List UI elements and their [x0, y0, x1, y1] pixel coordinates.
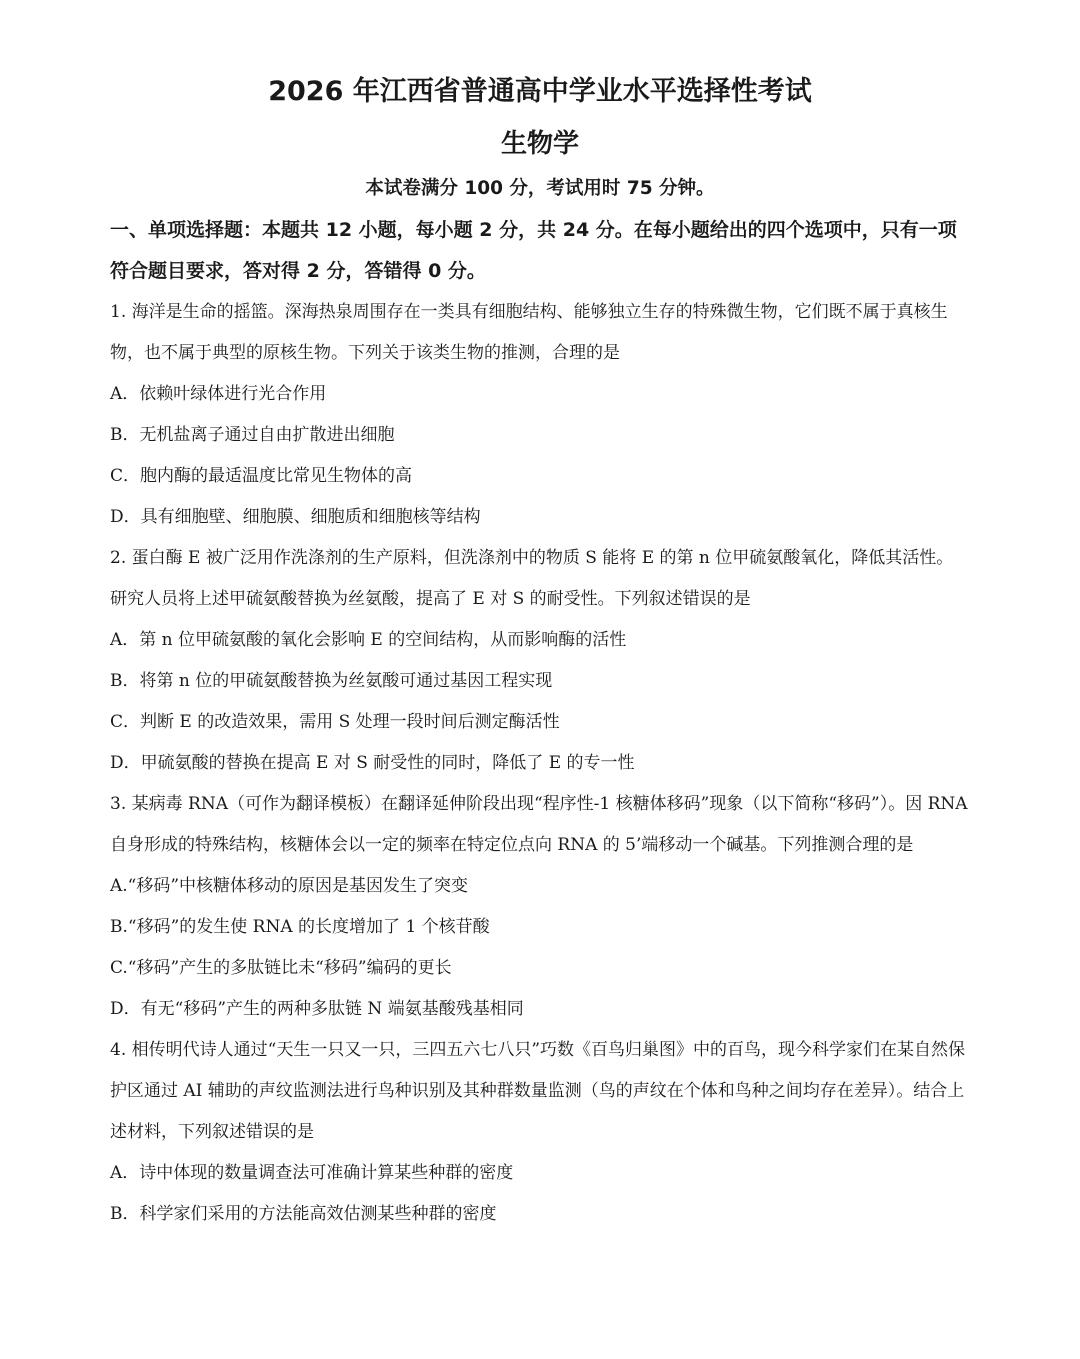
option-d: D．甲硫氨酸的替换在提高 E 对 S 耐受性的同时，降低了 E 的专一性: [110, 753, 635, 773]
exam-title: 2026 年江西省普通高中学业水平选择性考试: [268, 76, 812, 107]
option-c: C．胞内酶的最适温度比常见生物体的高: [110, 466, 413, 486]
question-4: [110, 1030, 970, 1235]
question-3: [110, 784, 970, 1030]
question-stem: 2. 蛋白酶 E 被广泛用作洗涤剂的生产原料，但洗涤剂中的物质 S 能将 E 的第 n 位甲硫氨酸氧化，降低其活性。研究人员将上述甲硫氨酸替换为丝氨酸，提高了 E 对 S 的耐受性。下列叙述错误的是: [110, 548, 954, 609]
option-b: B．无机盐离子通过自由扩散进出细胞: [110, 425, 395, 445]
section-heading: 一、单项选择题：本题共 12 小题，每小题 2 分，共 24 分。在每小题给出的四个选项中，只有一项符合题目要求，答对得 2 分，答错得 0 分。: [110, 219, 957, 282]
question-stem: 4. 相传明代诗人通过“天生一只又一只，三四五六七八只”巧数《百鸟归巢图》中的百鸟，现今科学家们在某自然保护区通过 AI 辅助的声纹监测法进行鸟种识别及其种群数量监测（鸟的声纹在个体和鸟种之间均存在差异）。结合上述材料，下列叙述错误的是: [110, 1040, 966, 1142]
option-a: A．诗中体现的数量调查法可准确计算某些种群的密度: [110, 1163, 514, 1183]
option-c: C．判断 E 的改造效果，需用 S 处理一段时间后测定酶活性: [110, 712, 560, 732]
option-b: B．将第 n 位的甲硫氨酸替换为丝氨酸可通过基因工程实现: [110, 671, 553, 691]
question-2: [110, 538, 970, 784]
option-b: B．科学家们采用的方法能高效估测某些种群的密度: [110, 1204, 497, 1224]
option-c: C.“移码”产生的多肽链比未“移码”编码的更长: [110, 958, 452, 978]
exam-note: 本试卷满分 100 分，考试用时 75 分钟。: [365, 178, 715, 199]
option-d: D．具有细胞壁、细胞膜、细胞质和细胞核等结构: [110, 507, 481, 527]
question-stem: 3. 某病毒 RNA（可作为翻译模板）在翻译延伸阶段出现“程序性-1 核糖体移码”现象（以下简称“移码”）。因 RNA 自身形成的特殊结构，核糖体会以一定的频率在特定位点向 RNA 的 5’端移动一个碱基。下列推测合理的是: [110, 794, 968, 855]
question-stem: 1. 海洋是生命的摇篮。深海热泉周围存在一类具有细胞结构、能够独立生存的特殊微生物，它们既不属于真核生物，也不属于典型的原核生物。下列关于该类生物的推测，合理的是: [110, 302, 948, 363]
option-a: A.“移码”中核糖体移动的原因是基因发生了突变: [110, 876, 469, 896]
subject-title: 生物学: [500, 129, 579, 159]
option-a: A．第 n 位甲硫氨酸的氧化会影响 E 的空间结构，从而影响酶的活性: [110, 630, 627, 650]
option-a: A．依赖叶绿体进行光合作用: [110, 384, 327, 404]
option-b: B.“移码”的发生使 RNA 的长度增加了 1 个核苷酸: [110, 917, 490, 937]
option-d: D．有无“移码”产生的两种多肽链 N 端氨基酸残基相同: [110, 999, 524, 1019]
question-1: [110, 292, 970, 538]
